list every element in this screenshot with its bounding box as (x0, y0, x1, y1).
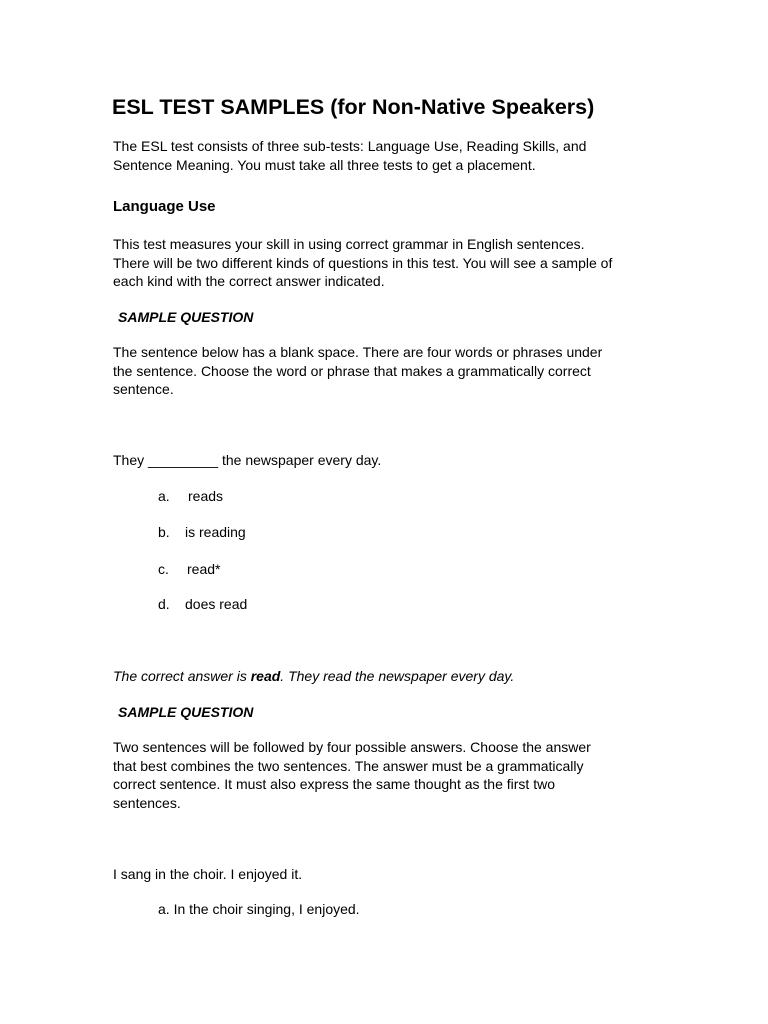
answer-suffix: . They read the newspaper every day. (280, 668, 515, 684)
intro-line: Sentence Meaning. You must take all three tests to get a placement. (113, 156, 536, 173)
option-letter: d. (158, 596, 170, 612)
page-title: ESL TEST SAMPLES (for Non-Native Speakers) (112, 95, 595, 119)
language-use-description (113, 235, 673, 291)
instructions-line: that best combines the two sentences. The answer must be a grammatically (113, 757, 584, 774)
sample-question-label-1: SAMPLE QUESTION (118, 309, 254, 325)
option-c (158, 560, 220, 578)
option-text: read* (187, 561, 221, 577)
instructions-line: The sentence below has a blank space. There are four words or phrases under (113, 344, 603, 360)
option-text: is reading (185, 524, 246, 540)
description-line: There will be two different kinds of questions in this test. You will see a sample of (113, 254, 613, 271)
option-a: a. In the choir singing, I enjoyed. (158, 901, 360, 917)
sample-2-question: I sang in the choir. I enjoyed it. (113, 866, 303, 882)
sample-1-question: They _________ the newspaper every day. (113, 452, 382, 468)
language-use-heading: Language Use (113, 198, 216, 215)
description-line: each kind with the correct answer indicated. (113, 273, 385, 289)
instructions-line: sentence. (113, 381, 174, 397)
answer-prefix: The correct answer is (113, 668, 251, 684)
sample-1-instructions (113, 343, 673, 399)
intro-line: The ESL test consists of three sub-tests: Language Use, Reading Skills, and (113, 138, 587, 154)
instructions-line: the sentence. Choose the word or phrase that makes a grammatically correct (113, 362, 591, 379)
option-letter: c. (158, 561, 169, 577)
instructions-line: sentences. (113, 794, 181, 811)
instructions-line: Two sentences will be followed by four possible answers. Choose the answer (113, 739, 591, 755)
correct-answer-note (113, 667, 514, 685)
description-line: This test measures your skill in using correct grammar in English sentences. (113, 236, 585, 252)
option-text: does read (185, 596, 248, 612)
sample-2-instructions (113, 738, 673, 812)
answer-word: read (250, 668, 281, 684)
option-letter: a. (158, 488, 170, 504)
sample-question-label-2: SAMPLE QUESTION (118, 704, 254, 720)
option-letter: b. (158, 524, 170, 540)
option-d (158, 595, 247, 613)
option-a (158, 487, 223, 505)
intro-paragraph (113, 137, 673, 174)
option-b (158, 523, 246, 541)
instructions-line: correct sentence. It must also express the same thought as the first two (113, 776, 555, 792)
option-text: reads (188, 488, 224, 504)
